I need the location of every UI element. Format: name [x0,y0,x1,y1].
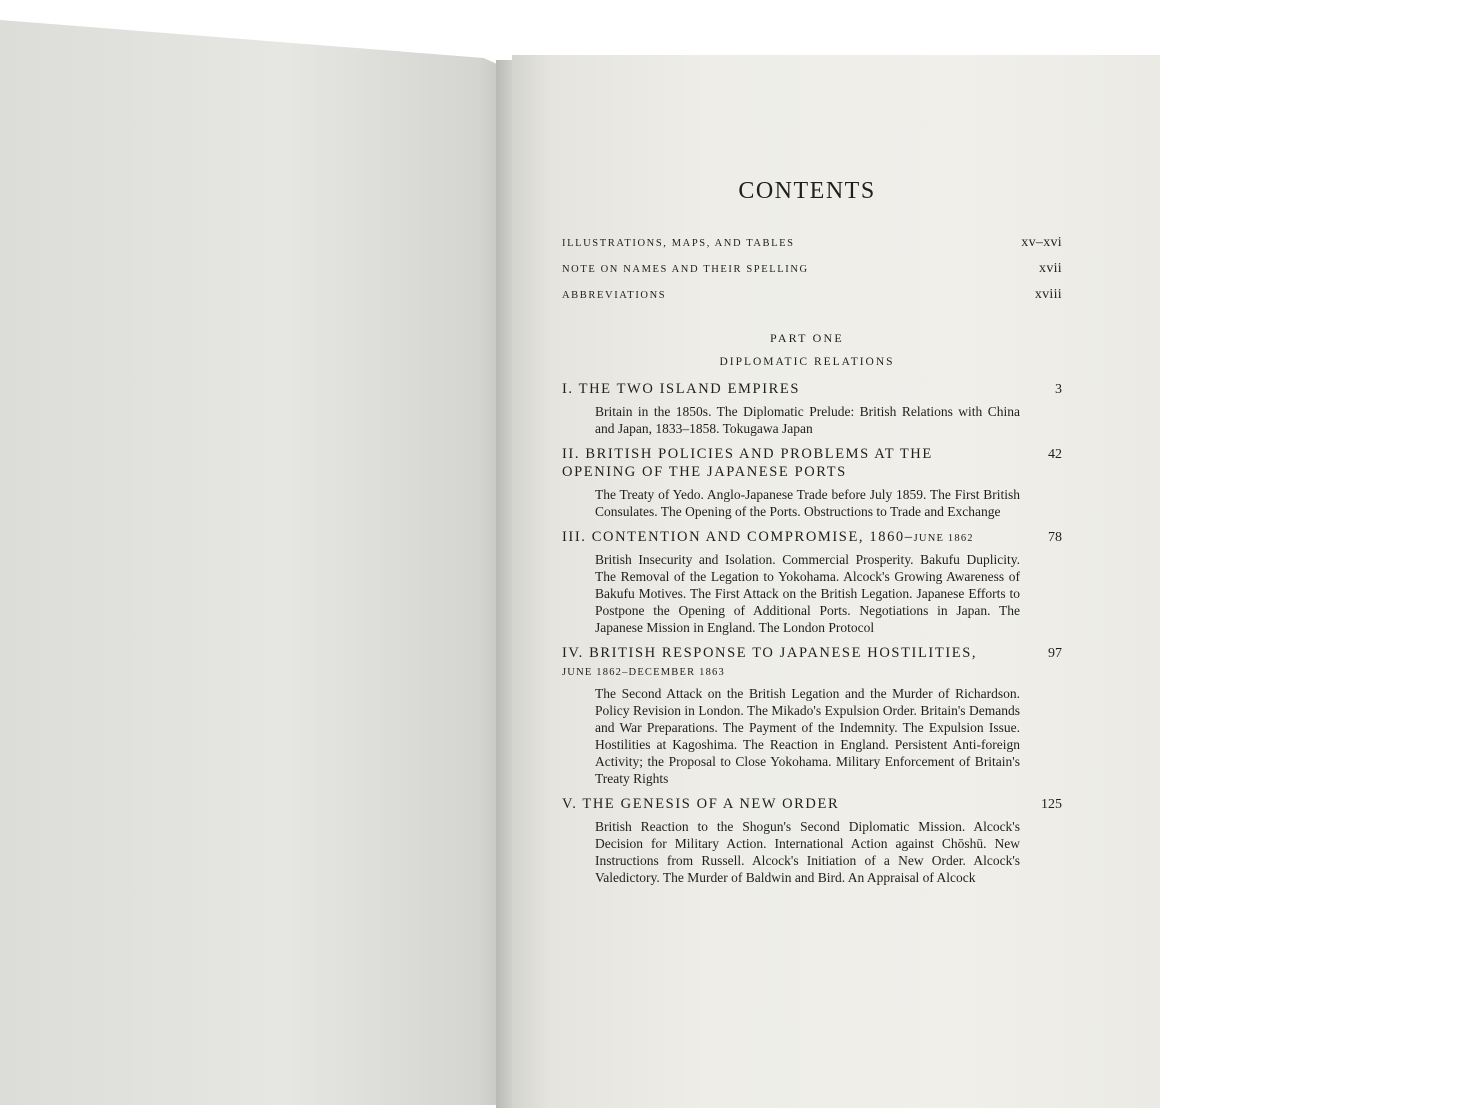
chapter-description: British Reaction to the Shogun's Second Diplomatic Mission. Alcock's Decision for Military Action. International Action against Chōshū. New Instructions from Russell. Alcock's Initiation of a New Order. Alcock's Valedictory. The Murder of Baldwin and Bird. An Appraisal of Alcock [595,819,1020,885]
part-label: PART ONE [770,331,844,345]
front-matter-page: xv–xvi [1021,235,1062,250]
front-matter-label: ABBREVIATIONS [562,290,667,301]
left-page [0,20,520,1105]
chapter-page: 97 [1048,646,1062,661]
chapter-title-small: JUNE 1862 [913,533,974,544]
chapter-page: 125 [1041,797,1062,812]
front-matter-row [562,287,1062,313]
chapter-heading [562,445,1002,483]
chapter-title-small: JUNE 1862–DECEMBER 1863 [562,667,725,678]
chapter-entry [562,528,1062,636]
front-matter-page: xviii [1034,287,1062,302]
chapter-heading [562,380,1002,400]
chapter-title: CONTENTION AND COMPROMISE, 1860– [591,529,914,545]
front-matter-row [562,261,1062,287]
front-matter-list [562,235,1062,313]
page-title: CONTENTS [738,178,876,204]
chapter-number: II. [562,446,581,462]
chapter-description: The Second Attack on the British Legation and the Murder of Richardson. Policy Revision in London. The Mikado's Expulsion Order. Britain's Demands and War Preparations. The Payment of the Indemnity. The Expulsion Issue. Hostilities at Kagoshima. The Reaction in England. Persistent Anti-foreign Activity; the Proposal to Close Yokohama. Military Enforcement of Britain's Treaty Rights [595,686,1020,786]
chapter-description: The Treaty of Yedo. Anglo-Japanese Trade before July 1859. The First British Consulates. The Opening of the Ports. Obstructions to Trade and Exchange [595,487,1020,519]
chapter-title: THE TWO ISLAND EMPIRES [578,381,801,397]
front-matter-label: NOTE ON NAMES AND THEIR SPELLING [562,264,809,275]
chapter-page: 78 [1048,530,1062,545]
left-page-bleed-through [0,90,520,166]
chapter-title: THE GENESIS OF A NEW ORDER [582,796,840,812]
contents-page [562,178,1062,894]
chapter-number: I. [562,381,574,397]
chapter-number: III. [562,529,587,545]
chapter-entry [562,795,1062,886]
chapter-description: British Insecurity and Isolation. Commercial Prosperity. Bakufu Duplicity. The Removal of the Legation to Yokohama. Alcock's Growing Awareness of Bakufu Motives. The First Attack on the British Legation. Japanese Efforts to Postpone the Opening of Additional Ports. Negotiations in Japan. The Japanese Mission in England. The London Protocol [595,552,1020,635]
chapter-number: IV. [562,645,584,661]
chapter-description: Britain in the 1850s. The Diplomatic Prelude: British Relations with China and Japan, 1833–1858. Tokugawa Japan [595,404,1020,436]
chapter-page: 3 [1055,382,1062,397]
chapter-title: BRITISH RESPONSE TO JAPANESE HOSTILITIES, [589,645,978,661]
chapter-entry [562,644,1062,787]
front-matter-page: xvii [1039,261,1062,276]
chapter-number: V. [562,796,578,812]
chapter-heading [562,528,1002,548]
chapter-title: BRITISH POLICIES AND PROBLEMS AT THE OPENING OF THE JAPANESE PORTS [562,446,933,480]
front-matter-row [562,235,1062,261]
front-matter-label: ILLUSTRATIONS, MAPS, AND TABLES [562,238,795,249]
chapter-heading [562,795,1002,815]
chapter-entry [562,445,1062,520]
chapter-heading [562,644,1002,682]
chapter-entry [562,380,1062,437]
chapter-page: 42 [1048,447,1062,462]
part-title: DIPLOMATIC RELATIONS [719,356,895,368]
